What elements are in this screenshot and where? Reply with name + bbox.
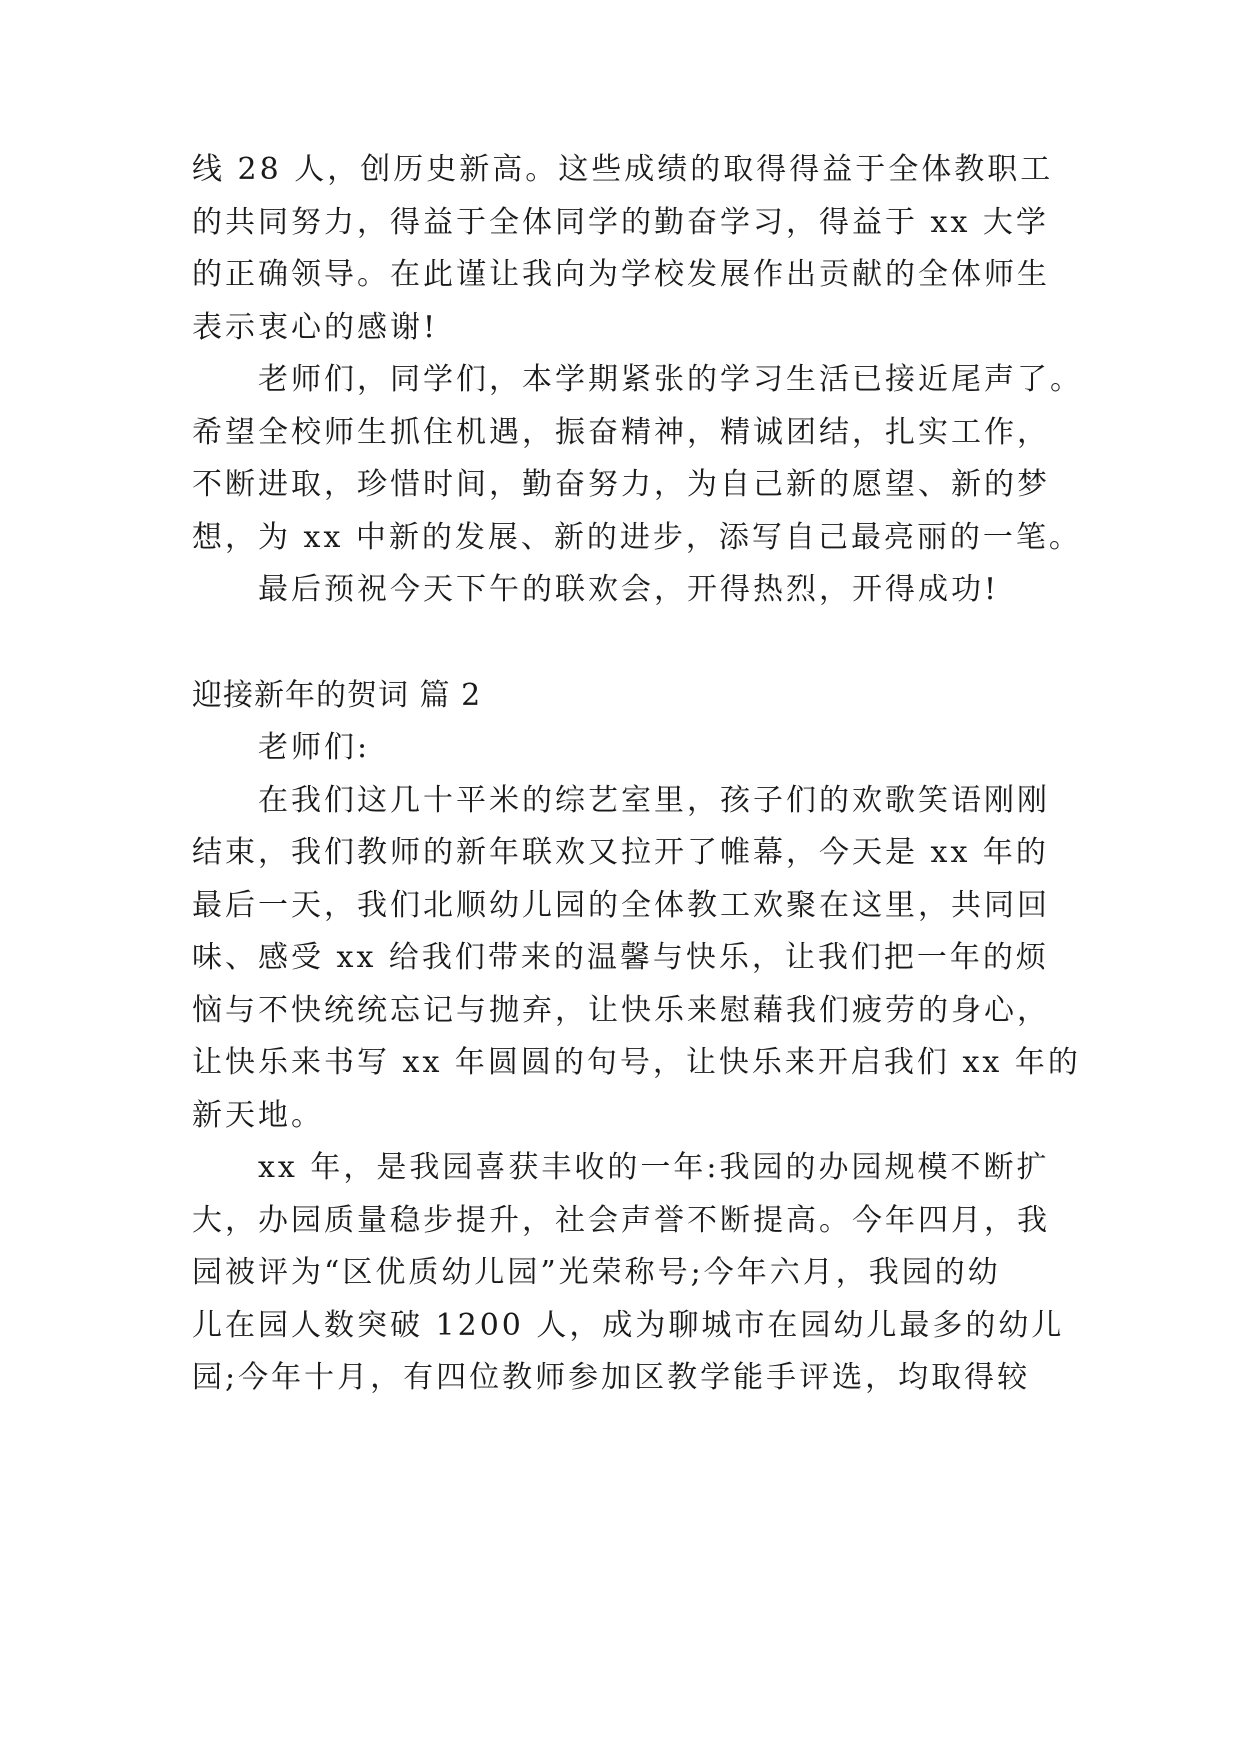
paragraph-line: 老师们，同学们，本学期紧张的学习生活已接近尾声了。 <box>258 362 1083 397</box>
paragraph-line: 的正确领导。在此谨让我向为学校发展作出贡献的全体师生 <box>192 257 1050 292</box>
paragraph-line: 表示衷心的感谢! <box>192 310 439 345</box>
paragraph-line: 不断进取，珍惜时间，勤奋努力，为自己新的愿望、新的梦 <box>192 467 1050 502</box>
paragraph-line: 想，为 xx 中新的发展、新的进步，添写自己最亮丽的一笔。 <box>192 520 1082 555</box>
paragraph-line: 新天地。 <box>192 1098 324 1133</box>
paragraph-line: 在我们这几十平米的综艺室里，孩子们的欢歌笑语刚刚 <box>258 783 1050 818</box>
paragraph-line: 结束，我们教师的新年联欢又拉开了帷幕，今天是 xx 年的 <box>192 835 1049 870</box>
paragraph-line: 最后一天，我们北顺幼儿园的全体教工欢聚在这里，共同回 <box>192 888 1050 923</box>
paragraph-line: 让快乐来书写 xx 年圆圆的句号，让快乐来开启我们 xx 年的 <box>192 1045 1081 1080</box>
paragraph-line: 希望全校师生抓住机遇，振奋精神，精诚团结，扎实工作， <box>192 415 1050 450</box>
paragraph-line: 线 28 人，创历史新高。这些成绩的取得得益于全体教职工 <box>192 152 1054 187</box>
paragraph-line: 园;今年十月，有四位教师参加区教学能手评选，均取得较 <box>192 1360 1031 1395</box>
paragraph-line: 味、感受 xx 给我们带来的温馨与快乐，让我们把一年的烦 <box>192 940 1049 975</box>
paragraph-line: 的共同努力，得益于全体同学的勤奋学习，得益于 xx 大学 <box>192 205 1049 240</box>
paragraph-line: 最后预祝今天下午的联欢会，开得热烈，开得成功! <box>258 572 1000 607</box>
paragraph-line: 恼与不快统统忘记与抛弃，让快乐来慰藉我们疲劳的身心， <box>192 993 1050 1028</box>
paragraph-line: 大，办园质量稳步提升，社会声誉不断提高。今年四月，我 <box>192 1203 1050 1238</box>
paragraph-line: xx 年，是我园喜获丰收的一年:我园的办园规模不断扩 <box>258 1150 1050 1185</box>
section-title: 迎接新年的贺词 篇 2 <box>192 678 482 713</box>
greeting: 老师们: <box>258 730 371 765</box>
paragraph-line: 园被评为“区优质幼儿园”光荣称号;今年六月，我园的幼 <box>192 1255 1001 1290</box>
paragraph-line: 儿在园人数突破 1200 人，成为聊城市在园幼儿最多的幼儿 <box>192 1308 1065 1343</box>
